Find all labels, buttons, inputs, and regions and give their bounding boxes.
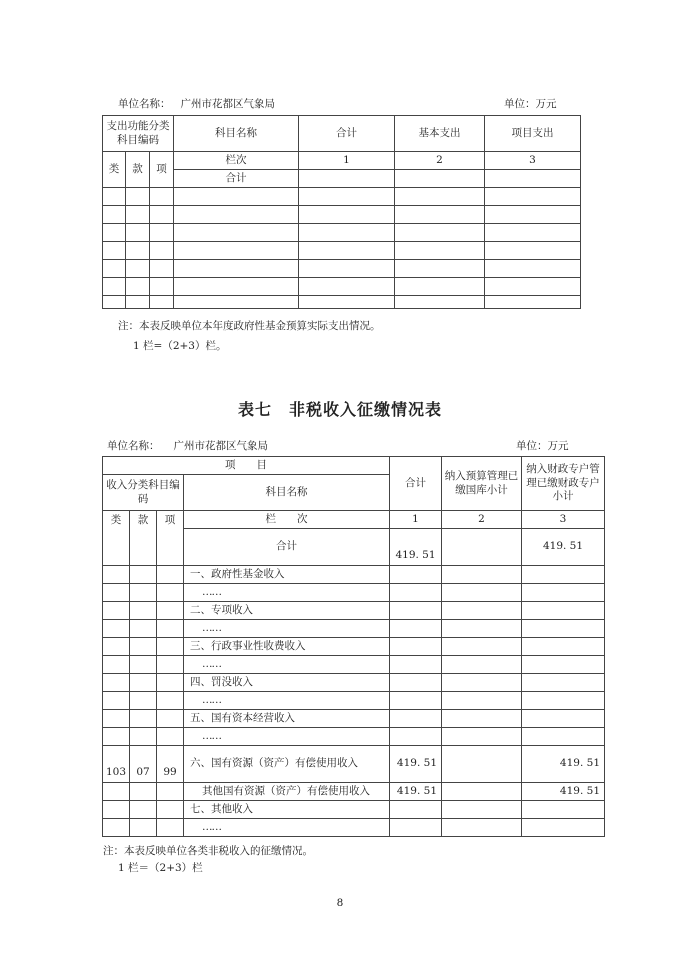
code-lei	[103, 674, 130, 692]
unit-name-2: 广州市花都区气象局	[173, 440, 268, 452]
subject-name: 其他国有资源（资产）有偿使用收入	[184, 783, 390, 801]
page-number: 8	[336, 897, 344, 909]
special-value	[522, 566, 605, 584]
code-kuan	[130, 783, 157, 801]
table-row	[103, 819, 605, 837]
budget-value	[442, 819, 522, 837]
heji-total: 419. 51	[390, 529, 442, 566]
class-code-header: 支出功能分类科目编码	[103, 116, 174, 152]
table-row	[103, 728, 605, 746]
project-header: 项目支出	[485, 116, 581, 152]
code-kuan	[130, 584, 157, 602]
code-lei	[103, 801, 130, 819]
unit-name-label-2: 单位名称： 广州市花都区气象局	[107, 440, 268, 452]
empty-row	[103, 206, 581, 224]
lanci-cell-2: 栏 次	[184, 511, 390, 529]
note-2-line-1: 注：本表反映单位各类非税收入的征缴情况。	[103, 845, 313, 857]
total-header-2: 合计	[390, 457, 442, 511]
heji-cell-2: 合计	[184, 529, 390, 566]
subject-name: ……	[184, 728, 390, 746]
note-1-line-1: 注：本表反映单位本年度政府性基金预算实际支出情况。	[118, 320, 381, 332]
budget-value	[442, 692, 522, 710]
lei-header-2: 类	[103, 511, 130, 566]
budget-value	[442, 801, 522, 819]
code-kuan	[130, 819, 157, 837]
subject-name: 二、专项收入	[184, 602, 390, 620]
code-lei	[103, 728, 130, 746]
empty-row	[103, 224, 581, 242]
lei-header: 类	[103, 152, 126, 188]
col3-index: 3	[485, 152, 581, 170]
table-row	[103, 746, 605, 783]
class-code-header-2: 收入分类科目编码	[103, 475, 184, 511]
special-value	[522, 692, 605, 710]
code-xiang	[157, 638, 184, 656]
budget-value	[442, 638, 522, 656]
code-lei	[103, 602, 130, 620]
subject-name: ……	[184, 584, 390, 602]
xiangmu-header: 项 目	[103, 457, 390, 475]
total-value	[390, 819, 442, 837]
total-value	[390, 602, 442, 620]
subject-name: ……	[184, 656, 390, 674]
non-tax-revenue-table	[102, 456, 605, 837]
special-value	[522, 656, 605, 674]
unit-name-1: 广州市花都区气象局	[180, 98, 275, 110]
special-value	[522, 602, 605, 620]
budget-value	[442, 783, 522, 801]
special-value	[522, 638, 605, 656]
col3-index-2: 3	[522, 511, 605, 529]
total-value	[390, 656, 442, 674]
budget-value	[442, 620, 522, 638]
table-row	[103, 783, 605, 801]
special-value	[522, 710, 605, 728]
table-row	[103, 692, 605, 710]
total-value	[390, 728, 442, 746]
budget-value	[442, 728, 522, 746]
code-xiang	[157, 656, 184, 674]
code-xiang: 99	[157, 746, 184, 783]
code-xiang	[157, 674, 184, 692]
special-value	[522, 728, 605, 746]
total-value	[390, 566, 442, 584]
xiang-header-2: 项	[157, 511, 184, 566]
total-value	[390, 801, 442, 819]
heji-special: 419. 51	[522, 529, 605, 566]
heji-cell: 合计	[174, 170, 299, 188]
empty-row	[103, 260, 581, 278]
money-unit-2: 单位：万元	[516, 440, 569, 452]
special-value: 419. 51	[522, 783, 605, 801]
code-kuan	[130, 656, 157, 674]
total-value	[390, 620, 442, 638]
code-lei	[103, 783, 130, 801]
kuan-header-2: 款	[130, 511, 157, 566]
table-row	[103, 638, 605, 656]
note-1-line-2: 1 栏=（2+3）栏。	[133, 340, 227, 352]
note-2-line-2: 1 栏＝（2+3）栏	[118, 862, 203, 874]
code-kuan: 07	[130, 746, 157, 783]
basic-header: 基本支出	[395, 116, 485, 152]
subject-name: ……	[184, 620, 390, 638]
empty-row	[103, 278, 581, 296]
budget-value	[442, 710, 522, 728]
total-value	[390, 710, 442, 728]
total-value	[390, 638, 442, 656]
subject-name: 七、其他收入	[184, 801, 390, 819]
special-value	[522, 801, 605, 819]
code-xiang	[157, 566, 184, 584]
empty-row	[103, 296, 581, 309]
special-value	[522, 620, 605, 638]
table-row	[103, 801, 605, 819]
table-row	[103, 566, 605, 584]
subject-name-header-2: 科目名称	[184, 475, 390, 511]
code-lei	[103, 566, 130, 584]
budget-value	[442, 566, 522, 584]
col1-index: 1	[299, 152, 395, 170]
subject-name: 四、罚没收入	[184, 674, 390, 692]
empty-row	[103, 242, 581, 260]
expenditure-table	[102, 115, 581, 309]
code-kuan	[130, 620, 157, 638]
budget-value	[442, 602, 522, 620]
code-kuan	[130, 710, 157, 728]
total-value	[390, 674, 442, 692]
subject-name: 六、国有资源（资产）有偿使用收入	[184, 746, 390, 783]
code-xiang	[157, 602, 184, 620]
subject-name: ……	[184, 819, 390, 837]
code-kuan	[130, 674, 157, 692]
special-value	[522, 674, 605, 692]
code-lei	[103, 620, 130, 638]
lanci-cell: 栏次	[174, 152, 299, 170]
code-kuan	[130, 638, 157, 656]
budget-header: 纳入预算管理已缴国库小计	[442, 457, 522, 511]
subject-name: 三、行政事业性收费收入	[184, 638, 390, 656]
code-lei: 103	[103, 746, 130, 783]
xiang-header: 项	[150, 152, 174, 188]
money-unit-1: 单位：万元	[504, 98, 557, 110]
total-value	[390, 584, 442, 602]
special-value	[522, 584, 605, 602]
special-header: 纳入财政专户管理已缴财政专户小计	[522, 457, 605, 511]
col2-index-2: 2	[442, 511, 522, 529]
budget-value	[442, 656, 522, 674]
code-kuan	[130, 801, 157, 819]
special-value	[522, 819, 605, 837]
table-row	[103, 602, 605, 620]
code-kuan	[130, 566, 157, 584]
code-xiang	[157, 584, 184, 602]
code-lei	[103, 638, 130, 656]
table-row	[103, 674, 605, 692]
code-xiang	[157, 620, 184, 638]
subject-name: 一、政府性基金收入	[184, 566, 390, 584]
code-lei	[103, 692, 130, 710]
total-header: 合计	[299, 116, 395, 152]
code-lei	[103, 819, 130, 837]
table-row	[103, 620, 605, 638]
total-value: 419. 51	[390, 783, 442, 801]
code-xiang	[157, 819, 184, 837]
budget-value	[442, 584, 522, 602]
budget-value	[442, 746, 522, 783]
table-row	[103, 656, 605, 674]
empty-row	[103, 188, 581, 206]
code-xiang	[157, 728, 184, 746]
special-value: 419. 51	[522, 746, 605, 783]
unit-name-label-1: 单位名称： 广州市花都区气象局	[118, 98, 275, 110]
code-kuan	[130, 692, 157, 710]
code-lei	[103, 584, 130, 602]
table-row	[103, 584, 605, 602]
code-xiang	[157, 692, 184, 710]
subject-name: ……	[184, 692, 390, 710]
total-value	[390, 692, 442, 710]
total-value: 419. 51	[390, 746, 442, 783]
subject-name: 五、国有资本经营收入	[184, 710, 390, 728]
table-7-title: 表七 非税收入征缴情况表	[237, 400, 442, 419]
table-row	[103, 710, 605, 728]
code-kuan	[130, 602, 157, 620]
code-xiang	[157, 801, 184, 819]
code-lei	[103, 710, 130, 728]
budget-value	[442, 674, 522, 692]
kuan-header: 款	[126, 152, 150, 188]
code-xiang	[157, 783, 184, 801]
col1-index-2: 1	[390, 511, 442, 529]
code-lei	[103, 656, 130, 674]
subject-name-header: 科目名称	[174, 116, 299, 152]
code-kuan	[130, 728, 157, 746]
code-xiang	[157, 710, 184, 728]
col2-index: 2	[395, 152, 485, 170]
